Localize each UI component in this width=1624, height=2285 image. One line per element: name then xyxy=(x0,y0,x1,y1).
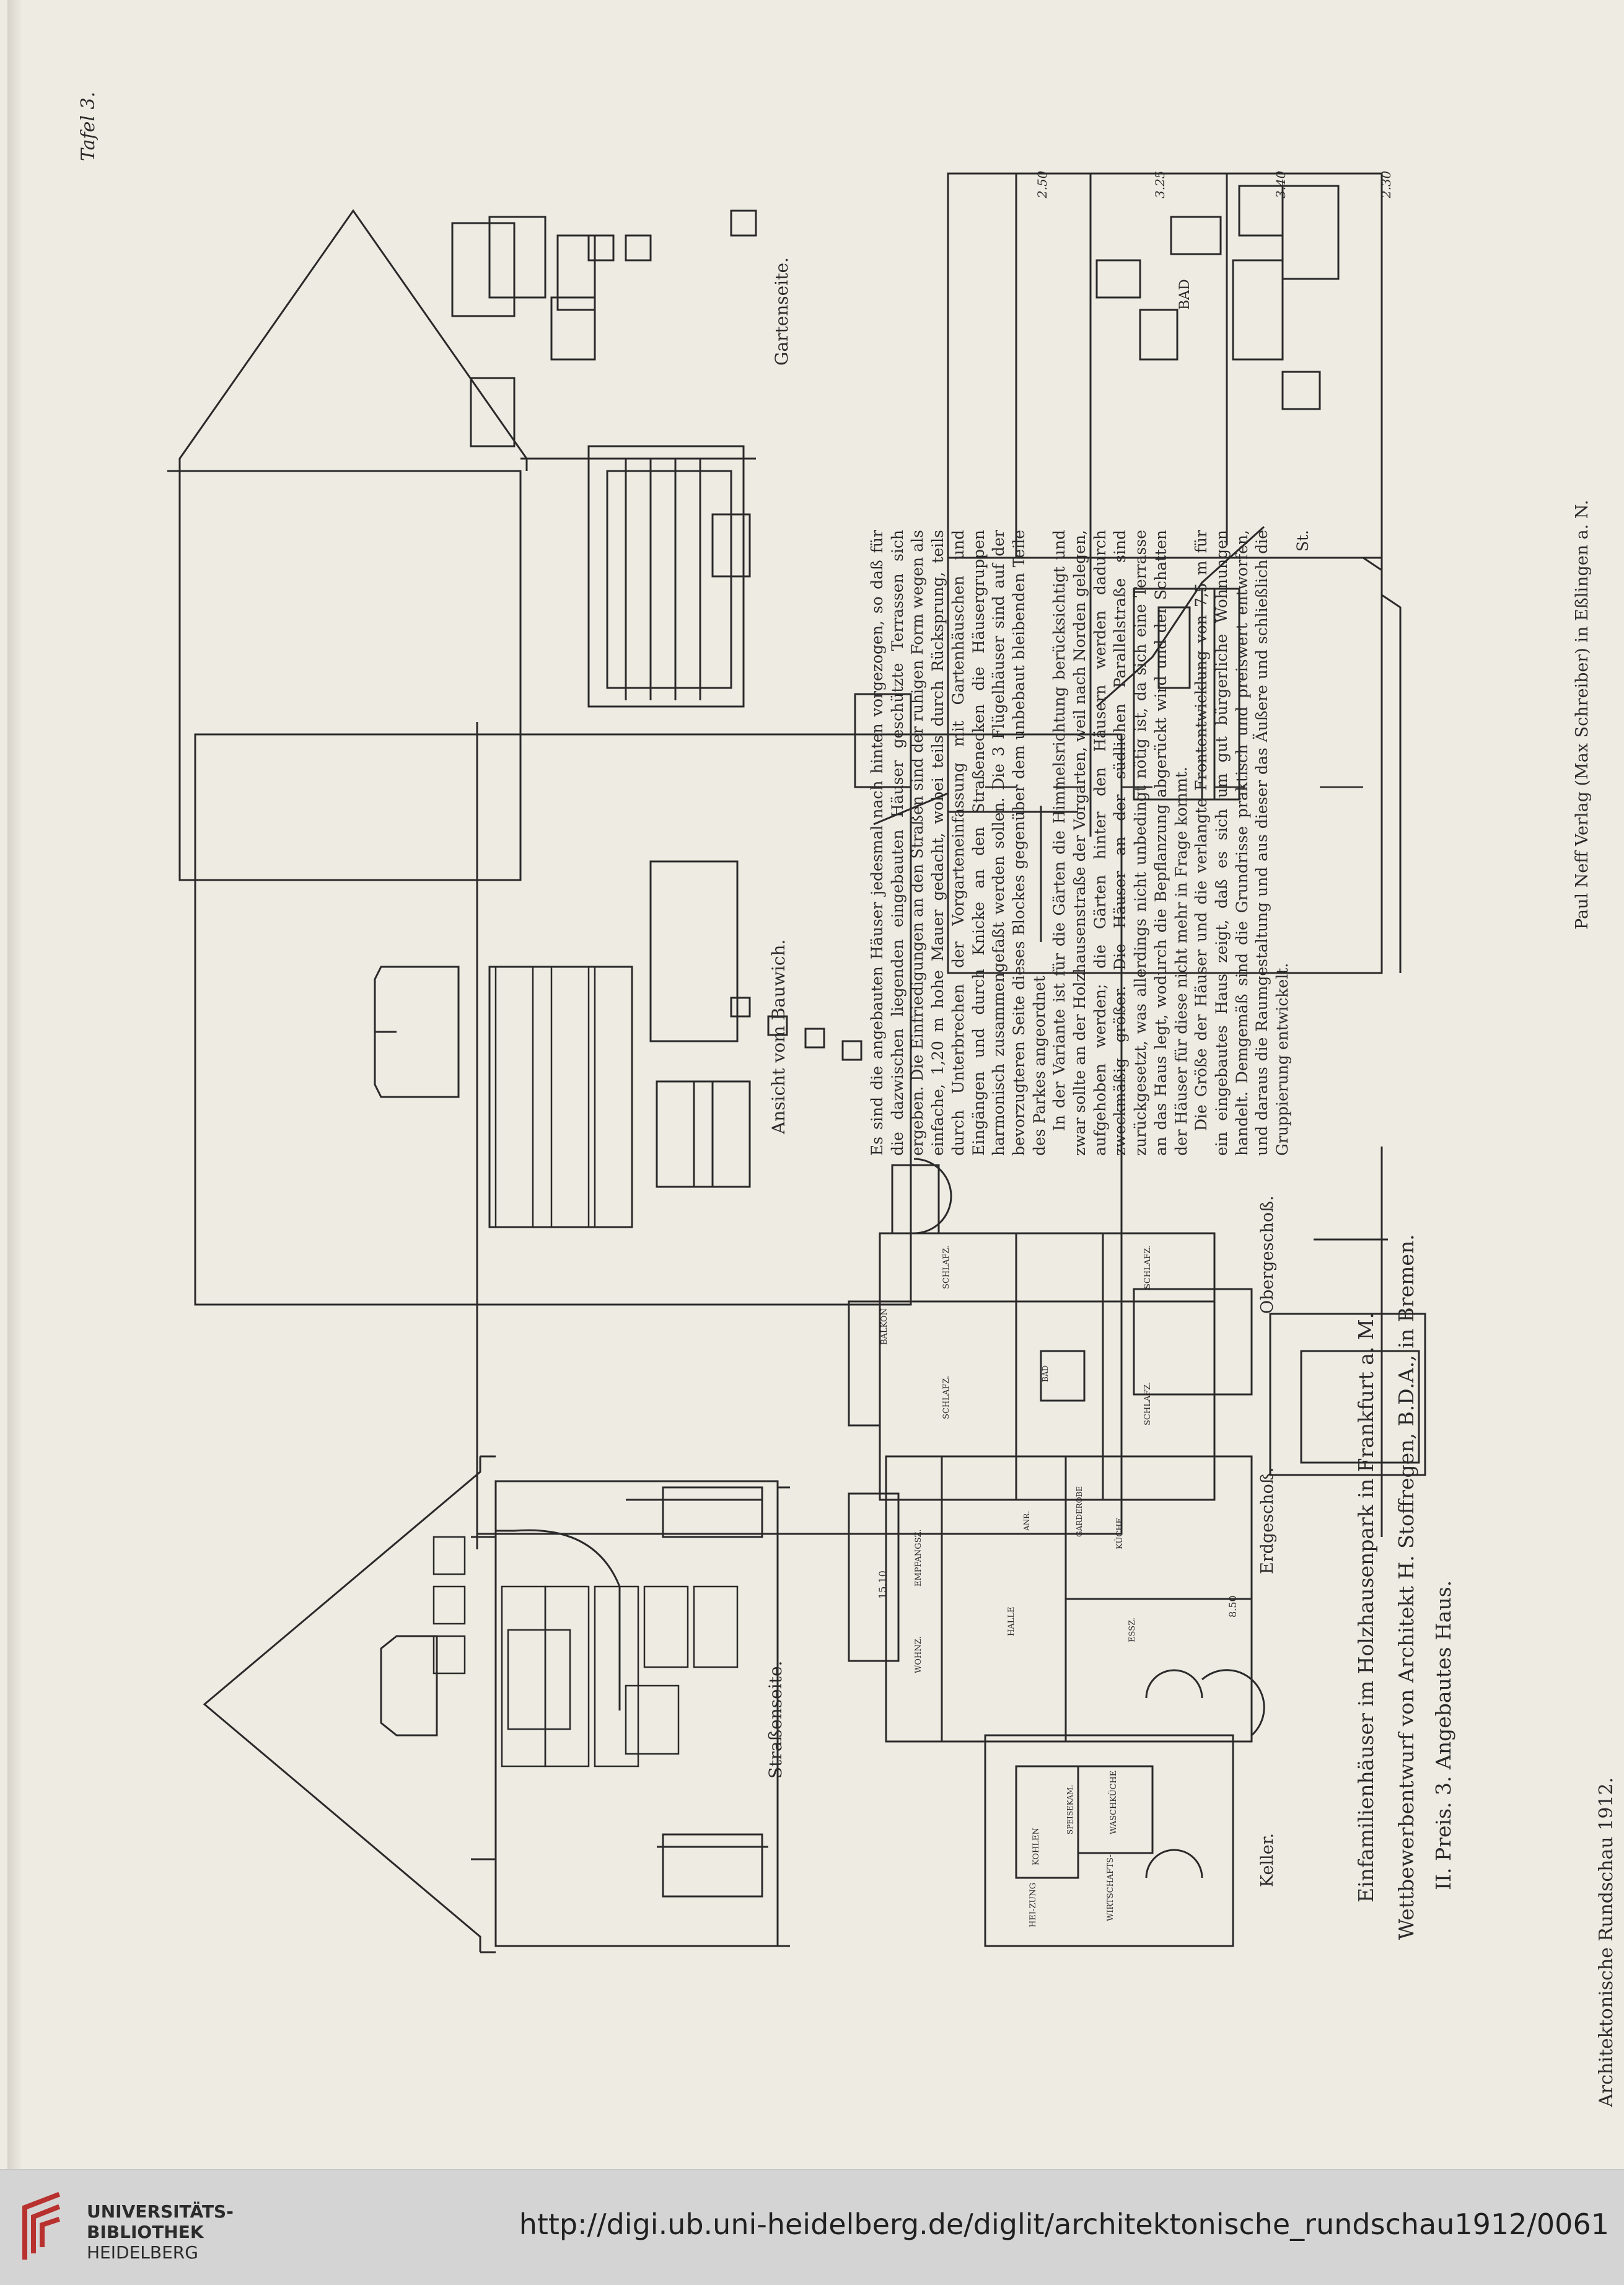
library-name-line-3: HEIDELBERG xyxy=(87,2242,198,2263)
room-label: SCHLAFZ. xyxy=(942,1375,951,1419)
paragraph-3: Die Größe der Häuser und die verlangte Frontentwicklung von 7,5 m für ein eingebautes Haus zeigt, daß es sich um gut bürgerliche Wohnungen handelt. Demgemäß sind die Grundrisse praktisch und preiswert entworfen, und daraus die Raumgestaltung und aus dieser das Äußere und schließlich die Gruppierung entwickelt. xyxy=(1192,530,1292,1156)
room-label: SCHLAFZ. xyxy=(1143,1381,1152,1425)
room-label: SPEISEKAM. xyxy=(1066,1784,1074,1834)
room-label: BAD xyxy=(1041,1365,1050,1382)
scale-1510: 15.10 xyxy=(877,1570,889,1599)
floor-plans xyxy=(849,1233,1264,1946)
label-side-view: Ansicht vom Bauwich. xyxy=(768,939,789,1134)
library-name-line-1: UNIVERSITÄTS- xyxy=(87,2201,234,2222)
section-height-4: 2.30 xyxy=(1379,170,1394,198)
section-height-1: 2.50 xyxy=(1035,170,1050,198)
room-label: SCHLAFZ. xyxy=(942,1245,951,1289)
room-label: KÜCHE xyxy=(1115,1518,1125,1549)
room-label: HALLE xyxy=(1007,1606,1016,1636)
street-side-elevation xyxy=(204,1456,790,1952)
label-upper-floor: Obergeschoß. xyxy=(1258,1195,1277,1314)
room-label: KOHLEN xyxy=(1032,1828,1041,1865)
signature: St. xyxy=(1293,530,1312,552)
caption-line-1: Einfamilienhäuser im Holzhausenpark in Frankfurt a. M. xyxy=(1354,1312,1378,1903)
label-ground-floor: Erdgeschoß. xyxy=(1258,1467,1277,1574)
journal-title: Architektonische Rundschau 1912. xyxy=(1595,1777,1617,2107)
label-cellar: Keller. xyxy=(1258,1833,1277,1887)
publisher: Paul Neff Verlag (Max Schreiber) in Eßlingen a. N. xyxy=(1573,500,1592,930)
garden-side-elevation xyxy=(167,211,756,880)
plate-number: Tafel 3. xyxy=(77,91,99,161)
footer-bar xyxy=(0,2169,1624,2285)
caption-line-2: Wettbewerbentwurf von Architekt H. Stoffregen, B.D.A., in Bremen. xyxy=(1394,1234,1418,1940)
room-label: BALKON xyxy=(880,1308,889,1345)
section-height-3: 3.40 xyxy=(1273,170,1288,198)
section-bath-label: BAD xyxy=(1177,279,1193,310)
room-label: ESSZ. xyxy=(1128,1617,1137,1642)
library-name xyxy=(87,2201,234,2263)
section-height-2: 3.25 xyxy=(1152,170,1167,198)
room-label: ANR. xyxy=(1022,1510,1031,1531)
library-logo-icon xyxy=(19,2189,63,2263)
body-text xyxy=(867,530,1313,1156)
caption-line-3: II. Preis. 3. Angebautes Haus. xyxy=(1431,1580,1455,1890)
room-label: WOHNZ. xyxy=(914,1636,923,1673)
room-label: HEI-ZUNG xyxy=(1029,1882,1038,1927)
room-label: WASCHKÜCHE xyxy=(1109,1770,1118,1834)
paragraph-2: In der Variante ist für die Gärten die Himmelsrichtung berücksichtigt und zwar sollte an der Holzhausenstraße der Vorgarten, weil nach Norden gelegen, aufgehoben werden; die Gärten hinter den Häusern werden dadurch zweckmäßig größer. Die Häuser an der südlichen Parallelstraße sind zurückgesetzt, was allerdings nicht unbedingt nötig ist, da sich eine Terrasse an das Haus legt, wodurch die Bepflanzung abgerückt wird und der Schatten der Häuser für diese nicht mehr in Frage kommt. xyxy=(1050,530,1190,1156)
room-label: WIRTSCHAFTS- xyxy=(1106,1854,1115,1921)
permalink-url[interactable]: http://digi.ub.uni-heidelberg.de/diglit/architektonische_rundschau1912/0061 xyxy=(519,2208,1609,2241)
label-street-side: Straßenseite. xyxy=(765,1660,786,1779)
paragraph-1: Es sind die angebauten Häuser jedesmal nach hinten vorgezogen, so daß für die dazwischen liegenden eingebauten Häuser geschützte Terrassen sich ergeben. Die Einfriedigungen an den Straßen sind der ruhigen Form wegen als einfache, 1,20 m hohe Mauer gedacht, wobei teils durch Rücksprung, teils durch Unterbrechen der Vorgarteneinfassung mit Gartenhäuschen und Eingängen und durch Knicke an den Straßenecken die Häusergruppen harmonisch zusammengefaßt werden sollen. Die 3 Flügelhäuser sind auf der bevorzugteren Seite dieses Blockes gegenüber dem unbebaut bleibenden Teile des Parkes angeordnet. xyxy=(868,530,1048,1156)
label-garden-side: Gartenseite. xyxy=(771,257,792,366)
room-label: GARDEROBE xyxy=(1075,1486,1084,1537)
room-label: EMPFANGSZ. xyxy=(914,1529,923,1587)
scale-850: 8.50 xyxy=(1227,1595,1239,1618)
library-name-line-2: BIBLIOTHEK xyxy=(87,2222,204,2242)
room-label: SCHLAFZ. xyxy=(1143,1245,1152,1289)
